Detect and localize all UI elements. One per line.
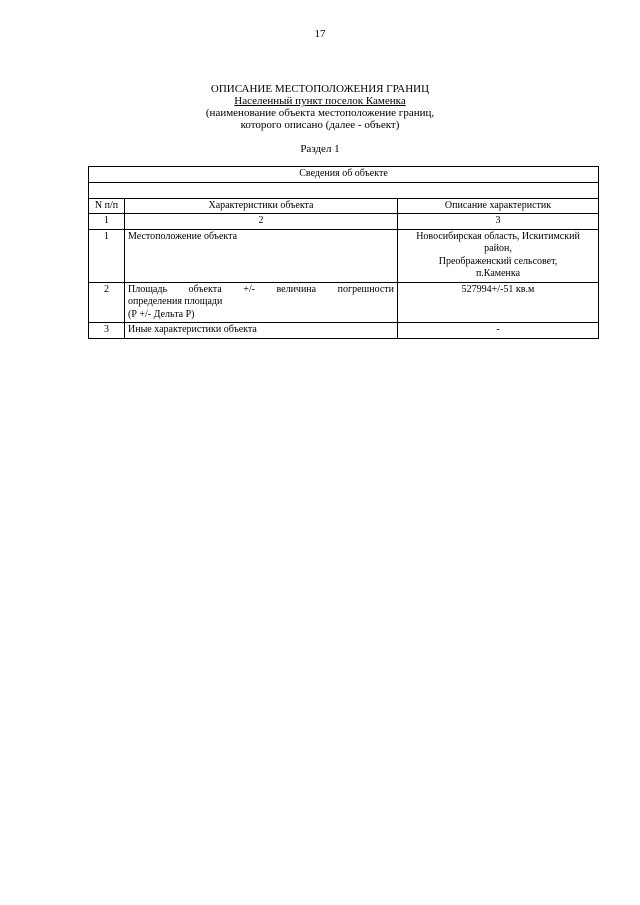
row-description: - — [398, 323, 599, 339]
table-row — [89, 282, 599, 323]
object-name: Населенный пункт поселок Каменка — [234, 95, 406, 107]
table-caption: Сведения об объекте — [89, 167, 599, 183]
page-number: 17 — [314, 28, 326, 40]
table-row — [89, 229, 599, 282]
column-header-num: N п/п — [89, 198, 125, 214]
row-characteristic: Местоположение объекта — [125, 229, 398, 282]
row-description: 527994+/-51 кв.м — [398, 282, 599, 323]
column-header-characteristic: Характеристики объекта — [125, 198, 398, 214]
table-caption-row — [89, 167, 599, 183]
characteristic-line: определения площади — [128, 296, 223, 307]
document-title: ОПИСАНИЕ МЕСТОПОЛОЖЕНИЯ ГРАНИЦ — [210, 83, 430, 95]
column-index-1: 1 — [89, 214, 125, 230]
object-note-line-2: которого описано (далее - объект) — [240, 119, 400, 131]
row-characteristic: Иные характеристики объекта — [125, 323, 398, 339]
description-line: Преображенский сельсовет, — [438, 255, 558, 267]
characteristic-line: Площадь объекта +/- величина погрешности — [128, 283, 394, 295]
object-note-line-1: (наименование объекта местоположение границ, — [205, 107, 435, 119]
row-description — [398, 229, 599, 282]
column-index-2: 2 — [125, 214, 398, 230]
document-title-block — [0, 83, 640, 131]
description-line: район, — [484, 243, 512, 254]
characteristic-line: (Р +/- Дельта Р) — [128, 308, 195, 320]
row-characteristic — [125, 282, 398, 323]
table-empty-row — [89, 182, 599, 198]
row-num: 3 — [89, 323, 125, 339]
table-column-index-row — [89, 214, 599, 230]
description-line: п.Каменка — [475, 268, 521, 279]
column-header-description: Описание характеристик — [398, 198, 599, 214]
row-num: 1 — [89, 229, 125, 282]
object-info-table — [88, 166, 599, 339]
column-index-3: 3 — [398, 214, 599, 230]
table-header-row — [89, 198, 599, 214]
table-row — [89, 323, 599, 339]
description-line: Новосибирская область, Искитимский — [416, 230, 580, 242]
row-num: 2 — [89, 282, 125, 323]
table-empty-cell — [89, 182, 599, 198]
section-heading: Раздел 1 — [300, 143, 340, 155]
